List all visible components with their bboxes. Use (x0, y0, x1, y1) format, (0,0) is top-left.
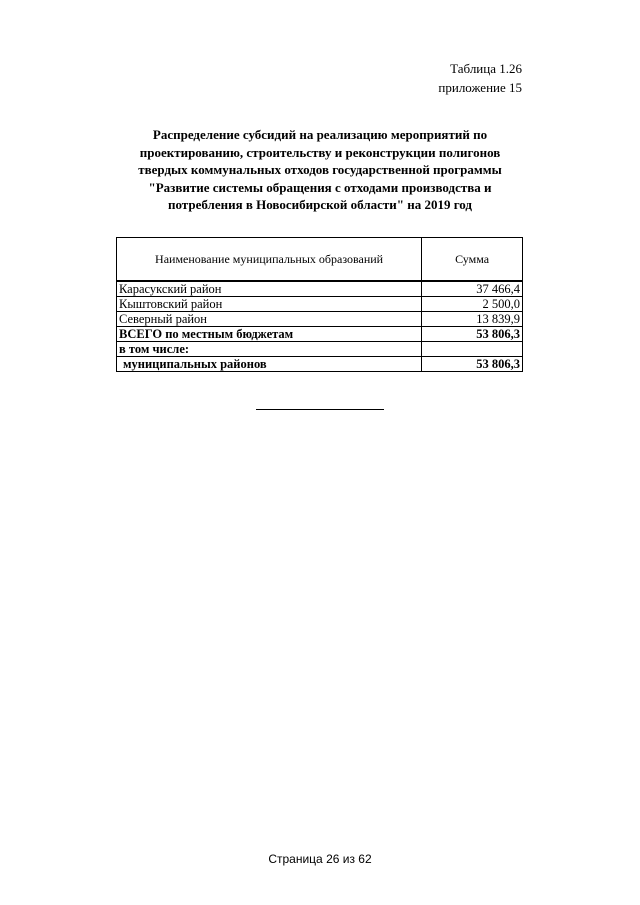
table-row-subheading (117, 342, 523, 357)
row-name: муниципальных районов (117, 357, 422, 372)
title-line: Распределение субсидий на реализацию мероприятий по (152, 127, 488, 142)
row-name: Северный район (117, 312, 422, 327)
row-sum: 13 839,9 (422, 312, 523, 327)
title-line: потребления в Новосибирской области" на 2019 год (167, 197, 473, 212)
page-number: Страница 26 из 62 (268, 852, 372, 866)
row-sum: 53 806,3 (422, 327, 523, 342)
document-title (110, 126, 530, 214)
appendix-label: приложение 15 (438, 80, 522, 95)
table-header-row (117, 238, 523, 282)
title-line: проектированию, строительству и реконструкции полигонов (139, 144, 501, 160)
row-sum: 53 806,3 (422, 357, 523, 372)
row-sum (422, 342, 523, 357)
column-header-sum: Сумма (422, 238, 523, 282)
row-name: ВСЕГО по местным бюджетам (117, 327, 422, 342)
subsidy-table (116, 237, 523, 372)
table-row (117, 312, 523, 327)
row-sum: 2 500,0 (422, 297, 523, 312)
table-row (117, 281, 523, 297)
title-line: "Развитие системы обращения с отходами производства и (148, 179, 492, 195)
table-row-total (117, 327, 523, 342)
row-sum: 37 466,4 (422, 281, 523, 297)
row-name: Кыштовский район (117, 297, 422, 312)
table-row (117, 357, 523, 372)
row-name: Карасукский район (117, 281, 422, 297)
row-name: в том числе: (117, 342, 422, 357)
column-header-name: Наименование муниципальных образований (117, 238, 422, 282)
table-row (117, 297, 523, 312)
table-number-label: Таблица 1.26 (450, 61, 522, 76)
separator-line (256, 409, 384, 410)
title-line: твердых коммунальных отходов государственной программы (138, 162, 502, 177)
